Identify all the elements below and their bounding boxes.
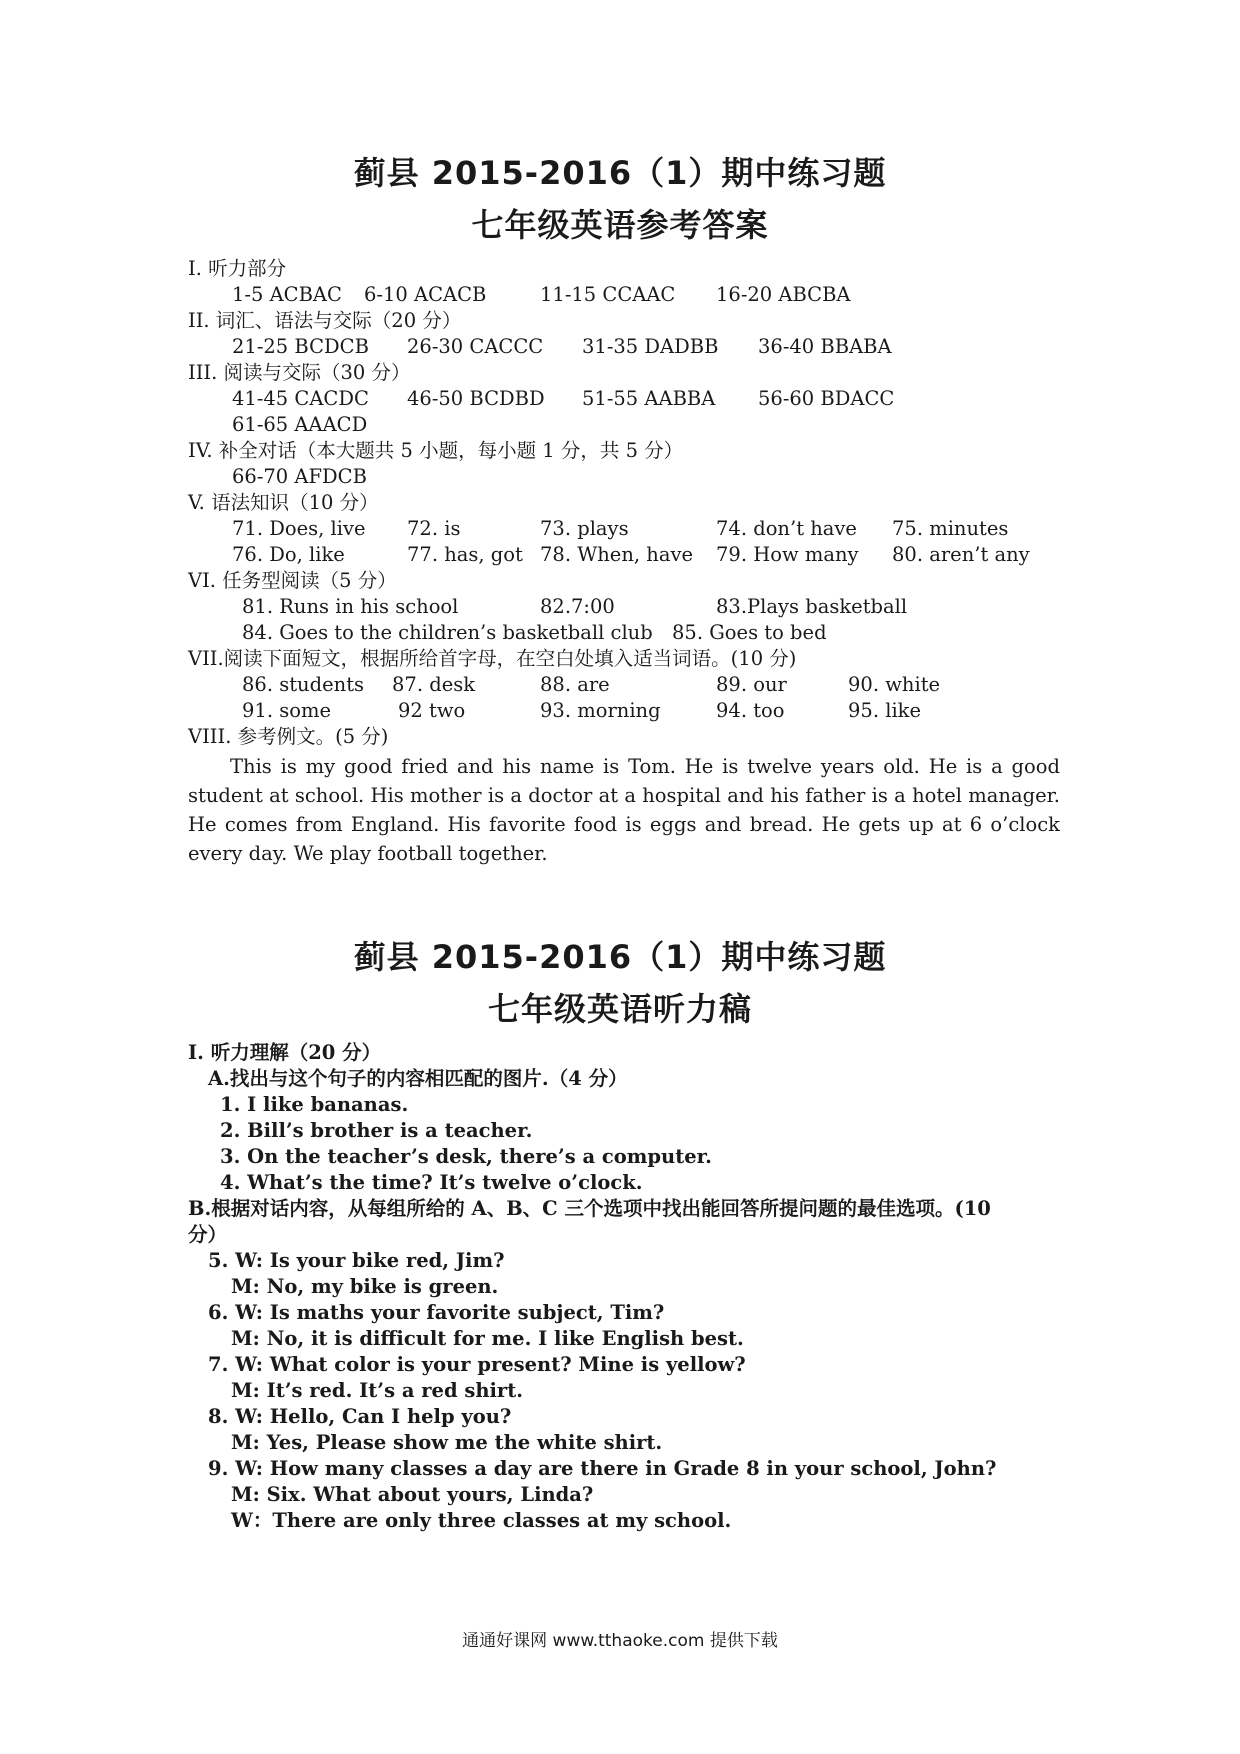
answer-group: 21-25 BCDCB (232, 335, 369, 358)
answer-group: 1-5 ACBAC (232, 283, 342, 306)
answer-item: 74. don’t have (716, 517, 857, 540)
answer-item: 73. plays (540, 517, 629, 540)
answer-item: 72. is (407, 517, 461, 540)
dialogue-line: 5. W: Is your bike red, Jim? (208, 1249, 505, 1272)
part-b-heading: B.根据对话内容，从每组所给的 A、B、C 三个选项中找出能回答所提问题的最佳选项。(10 (188, 1197, 991, 1220)
section-4-heading: IV. 补全对话（本大题共 5 小题，每小题 1 分，共 5 分） (188, 439, 684, 462)
answer-group: 51-55 AABBA (582, 387, 716, 410)
footer-credit: 通通好课网 www.tthaoke.com 提供下载 (462, 1631, 778, 1651)
part-a-heading: A.找出与这个句子的内容相匹配的图片.（4 分） (208, 1067, 628, 1090)
dialogue-line: M: No, my bike is green. (231, 1275, 499, 1298)
dialogue-line: 7. W: What color is your present? Mine is yellow? (208, 1353, 746, 1376)
answer-key-subtitle: 七年级英语参考答案 (471, 206, 769, 244)
answer-item: 85. Goes to bed (672, 621, 827, 644)
dialogue-line: 9. W: How many classes a day are there in Grade 8 in your school, John? (208, 1457, 997, 1480)
answer-item: 75. minutes (892, 517, 1009, 540)
answer-group: 46-50 BCDBD (407, 387, 545, 410)
listening-heading: I. 听力理解（20 分） (188, 1041, 382, 1064)
section-5-heading: V. 语法知识（10 分） (188, 491, 379, 514)
answer-group: 31-35 DADBB (582, 335, 719, 358)
dialogue-line: M: It’s red. It’s a red shirt. (231, 1379, 523, 1402)
answer-item: 79. How many (716, 543, 859, 566)
answer-item: 91. some (242, 699, 331, 722)
answer-item: 92 two (398, 699, 466, 722)
sentence-item: 1. I like bananas. (220, 1093, 409, 1116)
answer-item: 80. aren’t any (892, 543, 1030, 566)
answer-item: 88. are (540, 673, 610, 696)
answer-item: 81. Runs in his school (242, 595, 459, 618)
answer-item: 76. Do, like (232, 543, 345, 566)
answer-group: 26-30 CACCC (407, 335, 544, 358)
section-7-heading: VII.阅读下面短文，根据所给首字母，在空白处填入适当词语。(10 分) (188, 647, 797, 670)
answer-item: 89. our (716, 673, 787, 696)
answer-item: 71. Does, live (232, 517, 366, 540)
answer-item: 86. students (242, 673, 365, 696)
section-3-heading: III. 阅读与交际（30 分） (188, 361, 411, 384)
section-6-heading: VI. 任务型阅读（5 分） (188, 569, 397, 592)
answer-item: 87. desk (392, 673, 476, 696)
section-1-heading: I. 听力部分 (188, 257, 287, 280)
sentence-item: 3. On the teacher’s desk, there’s a computer. (220, 1145, 712, 1168)
part-b-heading-cont: 分） (188, 1223, 228, 1246)
listening-subtitle: 七年级英语听力稿 (487, 990, 752, 1028)
answer-item: 84. Goes to the children’s basketball club (242, 621, 653, 644)
dialogue-line: M: No, it is difficult for me. I like English best. (231, 1327, 744, 1350)
answer-group: 66-70 AFDCB (232, 465, 367, 488)
dialogue-line: M: Six. What about yours, Linda? (231, 1483, 594, 1506)
answer-item: 82.7:00 (540, 595, 615, 618)
dialogue-line: 6. W: Is maths your favorite subject, Tim? (208, 1301, 665, 1324)
answer-item: 78. When, have (540, 543, 694, 566)
answer-group: 36-40 BBABA (758, 335, 892, 358)
section-2-heading: II. 词汇、语法与交际（20 分） (188, 309, 462, 332)
sentence-item: 2. Bill’s brother is a teacher. (220, 1119, 533, 1142)
answer-item: 94. too (716, 699, 785, 722)
answer-item: 90. white (848, 673, 941, 696)
dialogue-line: M: Yes, Please show me the white shirt. (231, 1431, 663, 1454)
answer-key-title: 蓟县 2015-2016（1）期中练习题 (353, 154, 887, 192)
answer-group: 41-45 CACDC (232, 387, 369, 410)
answer-group: 61-65 AAACD (232, 413, 368, 436)
answer-item: 95. like (848, 699, 922, 722)
sentence-item: 4. What’s the time? It’s twelve o’clock. (220, 1171, 643, 1194)
listening-title: 蓟县 2015-2016（1）期中练习题 (353, 938, 887, 976)
answer-item: 83.Plays basketball (716, 595, 908, 618)
answer-group: 16-20 ABCBA (716, 283, 851, 306)
answer-item: 77. has, got (407, 543, 523, 566)
answer-group: 56-60 BDACC (758, 387, 895, 410)
answer-item: 93. morning (540, 699, 661, 722)
sample-essay: This is my good fried and his name is Tom. He is twelve years old. He is a good student at school. His mother is a doctor at a hospital and his father is a hotel manager. He comes from England. His favorite food is eggs and bread. He gets up at 6 o’clock every day. We play football together. (188, 755, 1060, 865)
dialogue-line: 8. W: Hello, Can I help you? (208, 1405, 512, 1428)
answer-group: 6-10 ACACB (364, 283, 487, 306)
dialogue-line: W：There are only three classes at my school. (231, 1509, 732, 1532)
answer-group: 11-15 CCAAC (540, 283, 676, 306)
section-8-heading: VIII. 参考例文。(5 分) (188, 725, 389, 748)
